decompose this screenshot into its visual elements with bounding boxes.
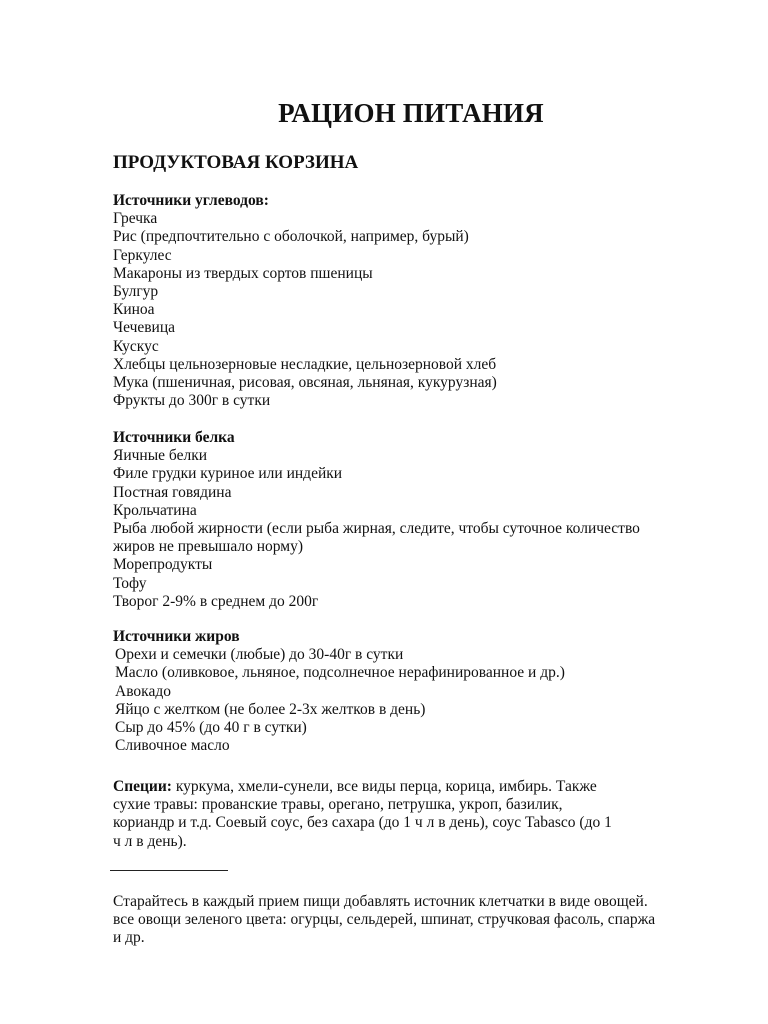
carbs-heading: Источники углеводов: <box>113 192 269 209</box>
list-item: Гречка <box>113 210 158 228</box>
list-item: Постная говядина <box>113 483 232 501</box>
list-item: Яйцо с желтком (не более 2-3х желтков в день) <box>115 700 426 718</box>
list-item: Хлебцы цельнозерновые несладкие, цельнозерновой хлеб <box>113 355 497 373</box>
list-item: Масло (оливковое, льняное, подсолнечное нерафинированное и др.) <box>115 664 565 682</box>
fiber-line-1: Старайтесь в каждый прием пищи добавлять источник клетчатки в виде овощей. <box>113 893 648 910</box>
fiber-paragraph <box>113 893 713 948</box>
protein-heading: Источники белка <box>113 429 235 446</box>
list-item: жиров не превышало норму) <box>113 538 303 556</box>
list-item: Киноа <box>113 301 155 319</box>
list-item: Рис (предпочтительно с оболочкой, например, бурый) <box>113 228 469 246</box>
list-item: Рыба любой жирности (если рыба жирная, следите, чтобы суточное количество <box>113 520 640 538</box>
fats-section <box>113 628 713 755</box>
spices-line-4: ч л в день). <box>113 832 187 850</box>
list-item: Сливочное масло <box>115 737 230 755</box>
separator-line <box>110 870 228 871</box>
spices-line-3: кориандр и т.д. Соевый соус, без сахара (до 1 ч л в день), соус Tabasco (до 1 <box>113 814 612 832</box>
list-item: Яичные белки <box>113 447 208 465</box>
list-item: Чечевица <box>113 319 176 337</box>
document-subtitle: ПРОДУКТОВАЯ КОРЗИНА <box>113 152 359 173</box>
list-item: Тофу <box>113 574 147 592</box>
spices-label: Специи: <box>113 778 172 795</box>
list-item: Геркулес <box>113 246 172 264</box>
list-item: Филе грудки куриное или индейки <box>113 465 343 483</box>
list-item: Морепродукты <box>113 556 213 574</box>
fiber-line-2: все овощи зеленого цвета: огурцы, сельдерей, шпинат, стручковая фасоль, спаржа <box>113 911 656 929</box>
protein-section <box>113 429 713 611</box>
list-item: Макароны из твердых сортов пшеницы <box>113 264 373 282</box>
document-title: РАЦИОН ПИТАНИЯ <box>278 98 544 128</box>
carbs-section <box>113 192 713 410</box>
spices-paragraph <box>113 778 713 851</box>
list-item: Фрукты до 300г в сутки <box>113 392 271 410</box>
list-item: Авокадо <box>115 682 171 700</box>
spices-line-1 <box>113 778 713 796</box>
fiber-line-3: и др. <box>113 929 145 947</box>
fats-heading: Источники жиров <box>113 628 240 645</box>
spices-text: куркума, хмели-сунели, все виды перца, корица, имбирь. Также <box>171 778 597 795</box>
list-item: Мука (пшеничная, рисовая, овсяная, льняная, кукурузная) <box>113 374 497 392</box>
list-item: Крольчатина <box>113 501 197 519</box>
list-item: Кускус <box>113 337 159 355</box>
list-item: Булгур <box>113 283 159 301</box>
list-item: Орехи и семечки (любые) до 30-40г в сутки <box>115 646 404 664</box>
spices-line-2: сухие травы: прованские травы, орегано, петрушка, укроп, базилик, <box>113 796 563 814</box>
list-item: Творог 2-9% в среднем до 200г <box>113 592 319 610</box>
list-item: Сыр до 45% (до 40 г в сутки) <box>115 719 307 737</box>
